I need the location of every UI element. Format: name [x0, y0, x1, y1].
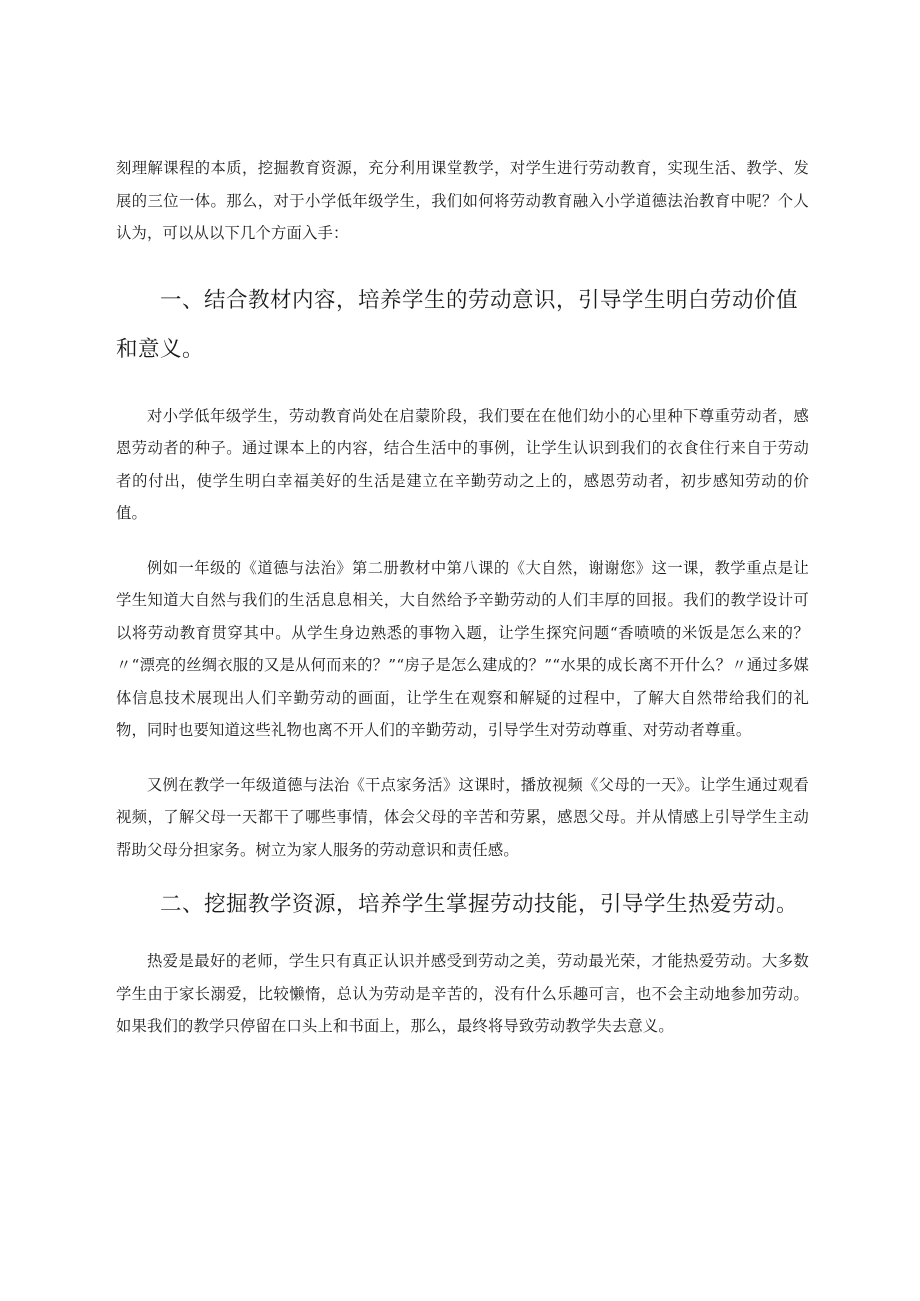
paragraph-2: 例如一年级的《道德与法治》第二册教材中第八课的《大自然，谢谢您》这一课，教学重点是让学生知道大自然与我们的生活息息相关，大自然给予辛勤劳动的人们丰厚的回报。我们的教学设计可以将劳动教育贯穿其中。从学生身边熟悉的事物入题，让学生探究问题“香喷喷的米饭是怎么来的？〃“漂亮的丝绸衣服的又是从何而来的？”“房子是怎么建成的？”“水果的成长离不开什么？〃通过多媒体信息技术展现出人们辛勤劳动的画面，让学生在观察和解疑的过程中，了解大自然带给我们的礼物，同时也要知道这些礼物也离不开人们的辛勤劳动，引导学生对劳动尊重、对劳动者尊重。 [116, 558, 809, 739]
document-page [116, 152, 809, 1043]
paragraph-1: 对小学低年级学生，劳动教育尚处在启蒙阶段，我们要在在他们幼小的心里种下尊重劳动者，感恩劳动者的种子。通过课本上的内容，结合生活中的事例，让学生认识到我们的衣食住行来自于劳动者的付出，使学生明白幸福美好的生活是建立在辛勤劳动之上的，感恩劳动者，初步感知劳动的价值。 [116, 406, 809, 522]
paragraph-3: 又例在教学一年级道德与法治《干点家务活》这课时，播放视频《父母的一天》。让学生通过观看视频，了解父母一天都干了哪些事情，体会父母的辛苦和劳累，感恩父母。并从情感上引导学生主动帮助父母分担家务。树立为家人服务的劳动意识和责任感。 [116, 775, 809, 859]
section-heading-1: 一、结合教材内容，培养学生的劳动意识，引导学生明白劳动价值和意义。 [116, 287, 799, 362]
paragraph-4: 热爱是最好的老师，学生只有真正认识并感受到劳动之美，劳动最光荣，才能热爱劳动。大多数学生由于家长溺爱，比较懒惰，总认为劳动是辛苦的，没有什么乐趣可言，也不会主动地参加劳动。如果我们的教学只停留在口头上和书面上，那么，最终将导致劳动教学失去意义。 [116, 952, 809, 1035]
section-heading-2: 二、挖掘教学资源，培养学生掌握劳动技能，引导学生热爱劳动。 [160, 892, 799, 917]
paragraph-intro: 刻理解课程的本质，挖掘教育资源，充分利用课堂教学，对学生进行劳动教育，实现生活、教学、发展的三位一体。那么，对于小学低年级学生，我们如何将劳动教育融入小学道德法治教育中呢？个人认为，可以从以下几个方面入手： [116, 159, 809, 242]
